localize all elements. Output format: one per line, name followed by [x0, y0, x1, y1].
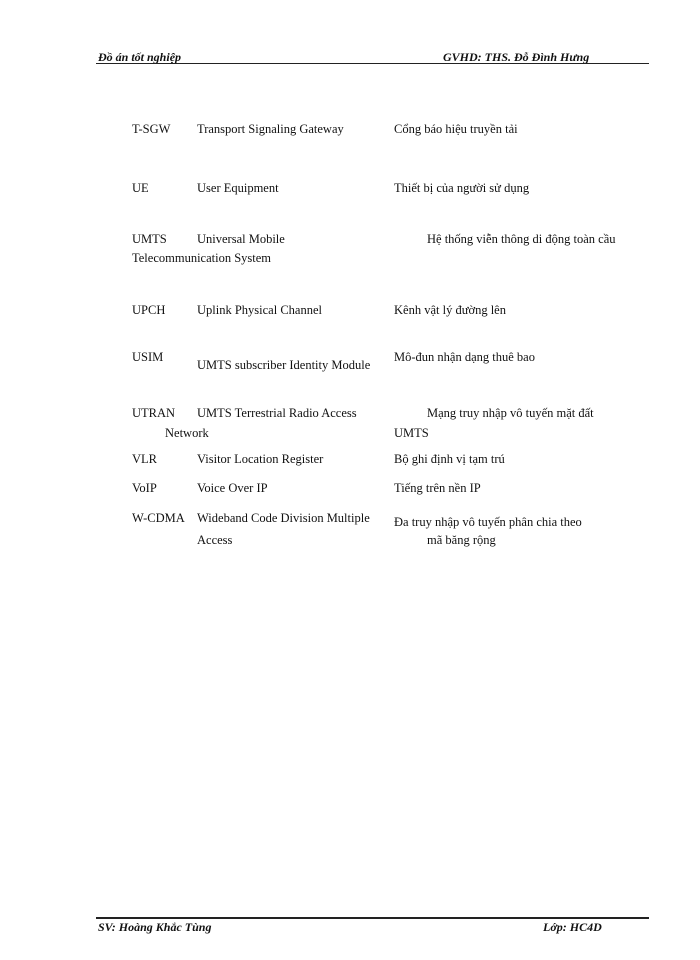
- abbr-vlr: VLR: [132, 452, 157, 466]
- footer-class: Lớp: HC4D: [543, 920, 602, 934]
- term-voip: Voice Over IP: [197, 481, 268, 495]
- footer-rule: [96, 917, 649, 919]
- meaning-utran-line1: Mạng truy nhập vô tuyến mặt đất: [427, 406, 594, 420]
- abbr-voip: VoIP: [132, 481, 157, 495]
- meaning-w-cdma-line1: Đa truy nhập vô tuyến phân chia theo: [394, 515, 582, 529]
- meaning-umts: Hệ thống viễn thông di động toàn cầu: [427, 232, 616, 246]
- meaning-ue: Thiết bị của người sử dụng: [394, 181, 530, 195]
- meaning-t-sgw: Cổng báo hiệu truyền tải: [394, 122, 518, 136]
- header-supervisor: GVHD: THS. Đỗ Đình Hưng: [443, 50, 590, 64]
- term-t-sgw: Transport Signaling Gateway: [197, 122, 344, 136]
- term-umts-line1: Universal Mobile: [197, 232, 285, 246]
- abbr-umts: UMTS: [132, 232, 167, 246]
- abbr-ue: UE: [132, 181, 149, 195]
- term-utran-line1: UMTS Terrestrial Radio Access: [197, 406, 357, 420]
- term-umts-line2: Telecommunication System: [132, 251, 272, 265]
- meaning-usim: Mô-đun nhận dạng thuê bao: [394, 350, 535, 364]
- meaning-utran-line2: UMTS: [394, 426, 429, 440]
- abbr-upch: UPCH: [132, 303, 166, 317]
- term-upch: Uplink Physical Channel: [197, 303, 322, 317]
- meaning-vlr: Bộ ghi định vị tạm trú: [394, 452, 505, 466]
- footer-student: SV: Hoàng Khắc Tùng: [98, 920, 212, 934]
- term-w-cdma-line1: Wideband Code Division Multiple: [197, 511, 370, 525]
- term-vlr: Visitor Location Register: [197, 452, 324, 466]
- term-w-cdma-line2: Access: [197, 533, 233, 547]
- abbr-w-cdma: W-CDMA: [132, 511, 185, 525]
- term-utran-line2: Network: [165, 426, 209, 440]
- meaning-voip: Tiếng trên nền IP: [394, 481, 481, 495]
- meaning-upch: Kênh vật lý đường lên: [394, 303, 506, 317]
- meaning-w-cdma-line2: mã băng rộng: [427, 533, 496, 547]
- header-rule: [96, 63, 649, 64]
- term-ue: User Equipment: [197, 181, 279, 195]
- abbr-t-sgw: T-SGW: [132, 122, 171, 136]
- header-title: Đồ án tốt nghiệp: [98, 50, 182, 64]
- term-usim: UMTS subscriber Identity Module: [197, 358, 371, 372]
- abbr-utran: UTRAN: [132, 406, 176, 420]
- abbr-usim: USIM: [132, 350, 164, 364]
